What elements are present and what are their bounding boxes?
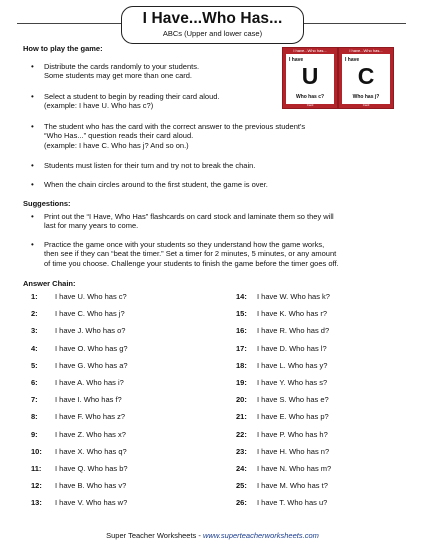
how-to-bullet-1 — [31, 62, 200, 81]
answer-chain-number: 9: — [31, 429, 38, 439]
answer-chain-item — [236, 395, 329, 404]
bullet-dot-icon: • — [31, 212, 34, 221]
answer-chain-number: 4: — [31, 343, 38, 353]
card-letter: C — [357, 63, 375, 89]
footer-text: Super Teacher Worksheets - — [106, 531, 203, 540]
answer-chain-item — [31, 395, 122, 404]
how-to-bullet-5 — [31, 180, 268, 189]
answer-chain-number: 2: — [31, 309, 38, 319]
answer-chain-text: I have L. Who has y? — [257, 360, 328, 370]
bullet-line: Distribute the cards randomly to your students. — [44, 62, 200, 71]
answer-chain-text: I have B. Who has v? — [55, 481, 127, 491]
suggestions-heading: Suggestions: — [23, 199, 71, 208]
answer-chain-text: I have M. Who has t? — [257, 481, 328, 491]
card-who-has: Who has c? — [295, 94, 325, 100]
card-header: I have...Who has... — [349, 48, 383, 53]
answer-chain-text: I have D. Who has l? — [257, 343, 327, 353]
answer-chain-item — [31, 361, 128, 370]
answer-chain-number: 11: — [31, 464, 42, 473]
answer-chain-number: 14: — [236, 292, 247, 301]
bullet-line: of time you choose. Challenge your students to finish the game before the timer goes off. — [44, 258, 339, 268]
answer-chain-number: 19: — [236, 378, 247, 387]
answer-chain-number: 1: — [31, 292, 38, 301]
card-header: I have...Who has... — [293, 48, 327, 53]
answer-chain-text: I have K. Who has r? — [257, 309, 328, 319]
answer-chain-item — [31, 344, 128, 353]
answer-chain-number: 5: — [31, 360, 38, 370]
answer-chain-item — [236, 447, 329, 456]
answer-chain-item — [31, 430, 126, 439]
bullet-line: The student who has the card with the correct answer to the previous student's — [44, 122, 306, 131]
answer-chain-item — [31, 309, 125, 318]
answer-chain-text: I have T. Who has u? — [257, 498, 328, 508]
answer-chain-text: I have G. Who has a? — [55, 360, 128, 370]
answer-chain-text: I have E. Who has p? — [257, 412, 329, 422]
answer-chain-text: I have H. Who has n? — [257, 446, 330, 456]
answer-chain-item — [236, 361, 327, 370]
how-to-bullet-4 — [31, 161, 256, 170]
answer-chain-item — [31, 481, 126, 490]
answer-chain-text: I have V. Who has w? — [55, 498, 128, 508]
answer-chain-number: 23: — [236, 446, 247, 456]
card-body — [342, 54, 390, 104]
bullet-line: When the chain circles around to the first student, the game is over. — [44, 180, 268, 189]
bullet-line: last for many years to come. — [44, 221, 139, 231]
answer-chain-item — [236, 464, 331, 473]
bullet-line: (example: I have C. Who has j? And so on.) — [44, 140, 189, 150]
answer-chain-number: 18: — [236, 360, 247, 370]
answer-chain-number: 15: — [236, 309, 247, 319]
bullet-dot-icon: • — [31, 122, 34, 131]
answer-chain-number: 22: — [236, 429, 247, 439]
card-footer: Card — [362, 103, 370, 107]
card-letter: U — [301, 63, 319, 89]
answer-chain-item — [31, 447, 127, 456]
answer-chain-item — [31, 412, 125, 421]
answer-chain-item — [31, 378, 124, 387]
suggestion-bullet-1 — [31, 212, 334, 231]
sample-card-c — [338, 47, 394, 109]
sample-card-u — [282, 47, 338, 109]
bullet-line: then see if they can “beat the timer.” Set a timer for 2 minutes, 5 minutes, or any amount — [44, 249, 337, 259]
page-title: I Have...Who Has... — [142, 10, 283, 27]
answer-chain-text: I have J. Who has o? — [55, 326, 126, 336]
answer-chain-item — [236, 430, 328, 439]
answer-chain-number: 6: — [31, 378, 38, 387]
answer-chain-number: 25: — [236, 481, 247, 491]
answer-chain-item — [236, 498, 327, 507]
answer-chain-number: 16: — [236, 326, 247, 336]
answer-chain-text: I have W. Who has k? — [257, 292, 330, 301]
answer-chain-number: 17: — [236, 343, 247, 353]
bullet-line: Students must listen for their turn and try not to break the chain. — [44, 161, 256, 170]
answer-chain-item — [236, 292, 330, 301]
bullet-line: (example: I have U. Who has c?) — [44, 101, 154, 111]
answer-chain-text: I have Z. Who has x? — [55, 429, 126, 439]
answer-chain-text: I have U. Who has c? — [55, 292, 127, 301]
bullet-line: Practice the game once with your students so they understand how the game works, — [44, 240, 325, 249]
answer-chain-text: I have A. Who has i? — [55, 378, 124, 387]
answer-chain-item — [236, 309, 327, 318]
answer-chain-number: 8: — [31, 412, 38, 422]
answer-chain-number: 26: — [236, 498, 247, 508]
how-to-play-heading: How to play the game: — [23, 44, 103, 53]
card-i-have: I have — [345, 57, 360, 63]
answer-chain-item — [236, 481, 328, 490]
answer-chain-number: 20: — [236, 395, 247, 405]
answer-chain-number: 10: — [31, 446, 42, 456]
card-body — [286, 54, 334, 104]
card-footer: Card — [306, 103, 314, 107]
card-who-has: Who has j? — [352, 94, 380, 100]
answer-chain-item — [236, 344, 327, 353]
answer-chain-text: I have P. Who has h? — [257, 429, 328, 439]
answer-chain-text: I have O. Who has g? — [55, 343, 128, 353]
answer-chain-item — [236, 326, 329, 335]
answer-chain-number: 3: — [31, 326, 38, 336]
answer-chain-item — [31, 464, 128, 473]
footer-link[interactable]: www.superteacherworksheets.com — [202, 531, 319, 540]
bullet-dot-icon: • — [31, 161, 34, 170]
answer-chain-heading: Answer Chain: — [23, 279, 76, 288]
answer-chain-number: 7: — [31, 395, 38, 405]
answer-chain-text: I have F. Who has z? — [55, 412, 126, 422]
answer-chain-text: I have N. Who has m? — [257, 464, 332, 473]
answer-chain-item — [236, 412, 329, 421]
how-to-bullet-3 — [31, 122, 306, 150]
answer-chain-text: I have X. Who has q? — [55, 446, 127, 456]
page-subtitle: ABCs (Upper and lower case) — [162, 29, 263, 38]
answer-chain-item — [31, 292, 127, 301]
bullet-line: Select a student to begin by reading their card aloud. — [44, 92, 220, 101]
bullet-line: Print out the “I Have, Who Has” flashcards on card stock and laminate them so they will — [44, 212, 334, 221]
answer-chain-text: I have R. Who has d? — [257, 326, 330, 336]
bullet-line: Some students may get more than one card. — [44, 71, 192, 81]
answer-chain-text: I have Y. Who has s? — [257, 378, 328, 387]
bullet-dot-icon: • — [31, 92, 34, 101]
footer — [0, 531, 425, 540]
answer-chain-number: 24: — [236, 464, 247, 473]
how-to-bullet-2 — [31, 92, 220, 111]
answer-chain-number: 12: — [31, 481, 42, 491]
answer-chain-number: 13: — [31, 498, 42, 508]
suggestion-bullet-2 — [31, 240, 339, 268]
bullet-line: “Who Has...” question reads their card aloud. — [44, 131, 194, 141]
answer-chain-number: 21: — [236, 412, 247, 422]
answer-chain-text: I have I. Who has f? — [55, 395, 122, 405]
bullet-dot-icon: • — [31, 240, 34, 249]
answer-chain-item — [236, 378, 327, 387]
answer-chain-item — [31, 326, 125, 335]
bullet-dot-icon: • — [31, 62, 34, 71]
answer-chain-text: I have S. Who has e? — [257, 395, 329, 405]
answer-chain-text: I have C. Who has j? — [55, 309, 125, 319]
answer-chain-text: I have Q. Who has b? — [55, 464, 128, 473]
bullet-dot-icon: • — [31, 180, 34, 189]
answer-chain-item — [31, 498, 127, 507]
card-i-have: I have — [289, 57, 304, 63]
